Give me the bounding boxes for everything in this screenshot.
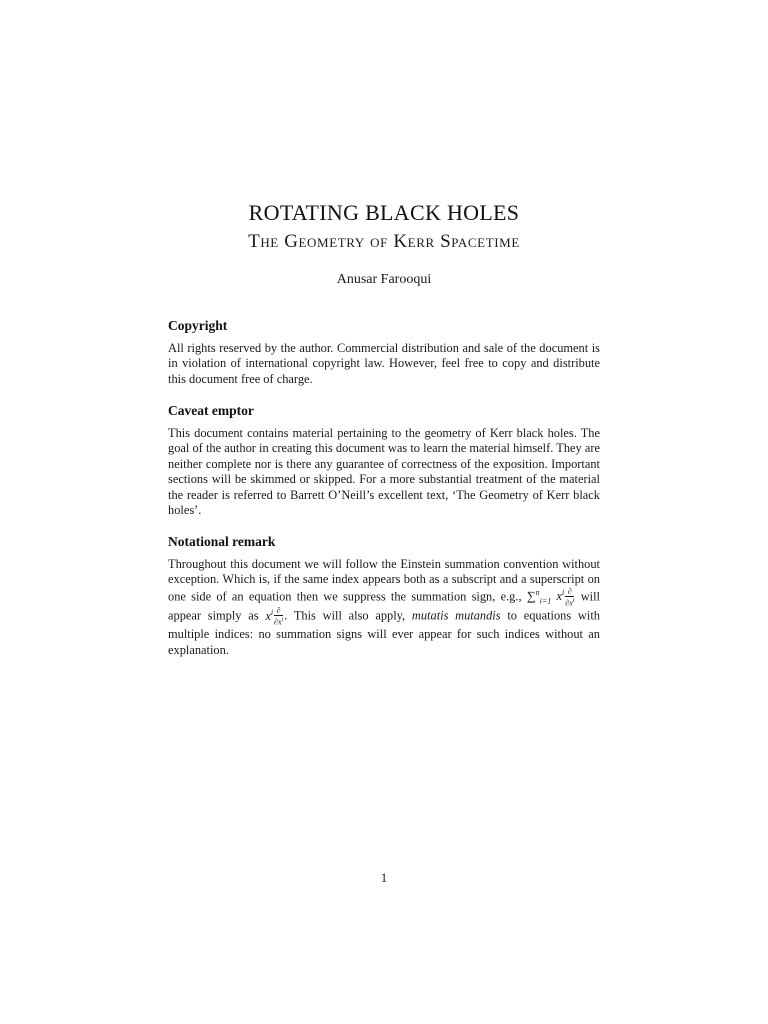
- page-number: 1: [380, 870, 388, 885]
- section-copyright: [168, 318, 600, 387]
- notation-text-italic: mutatis mutandis: [411, 609, 501, 624]
- section-heading-notational-remark: Notational remark: [168, 534, 276, 549]
- notation-text-part3: . This will also apply,: [284, 609, 406, 624]
- section-heading-copyright: Copyright: [168, 318, 228, 333]
- author-name: Anusar Farooqui: [336, 272, 432, 287]
- paragraph-notational-remark: [168, 557, 600, 658]
- section-caveat-emptor: [168, 403, 600, 518]
- notation-text-part4: to equations with multiple indices: no summation signs will ever appear for such indices without an explanation.: [168, 609, 600, 657]
- document-subtitle: The Geometry of Kerr Spacetime: [248, 231, 520, 252]
- document-title: ROTATING BLACK HOLES: [248, 200, 520, 225]
- section-notational-remark: [168, 534, 600, 658]
- notation-text-part2: will appear simply as: [168, 589, 600, 624]
- section-heading-caveat-emptor: Caveat emptor: [168, 403, 254, 418]
- simplified-formula: $x^i$ $\frac{\partial}{\partial x^i}$: [265, 606, 284, 628]
- paragraph-copyright: All rights reserved by the author. Commercial distribution and sale of the document is in violation of international copyright law. However, feel free to copy and distribute this document free of charge.: [168, 341, 600, 386]
- notation-text-part1: Throughout this document we will follow the Einstein summation convention without exception. Which is, if the same index appears both as a subscript and a superscript on one side of an equation then we suppress the summation sign, e.g.,: [168, 557, 600, 604]
- paragraph-caveat-emptor: This document contains material pertaining to the geometry of Kerr black holes. The goal of the author in creating this document was to learn the material himself. They are neither complete nor is there any guarantee of correctness of the exposition. Important sections will be skimmed or skipped. For a more substantial treatment of the material the reader is referred to Barrett O’Neill’s excellent text, ‘The Geometry of Kerr black holes’.: [168, 426, 600, 518]
- summation-formula: ∑$^n_{i=1}$ $x^i$ $\frac{\partial}{\partial x^i}$: [526, 586, 575, 608]
